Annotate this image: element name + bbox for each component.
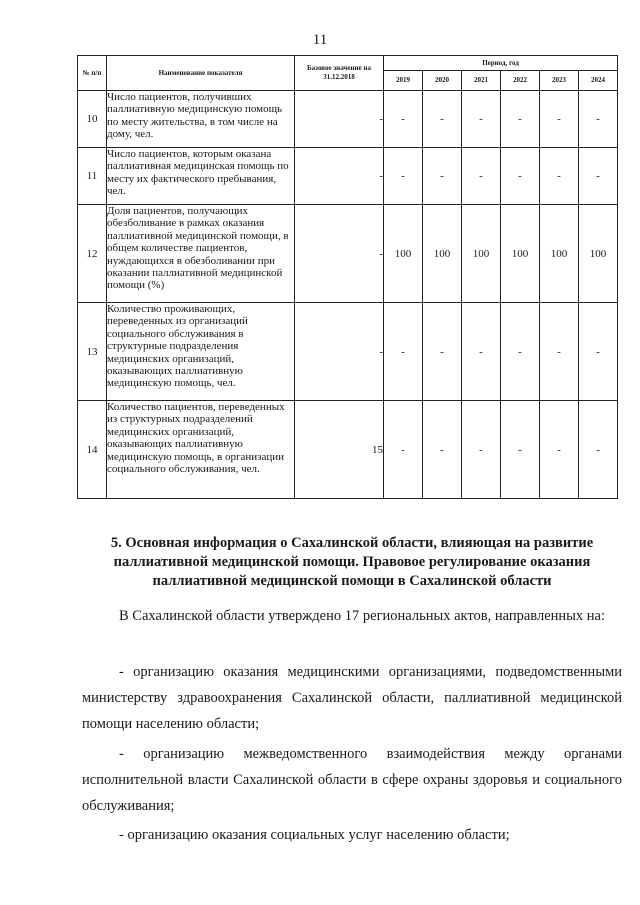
row-base: - <box>295 205 384 303</box>
row-name: Число пациентов, которым оказана паллиативная медицинская помощь по месту их фактического пребывания, чел. <box>107 148 295 205</box>
row-year-value: - <box>579 91 618 148</box>
row-year-value: - <box>462 401 501 499</box>
row-year-value: - <box>384 91 423 148</box>
row-year-value: - <box>423 148 462 205</box>
list-item: - организацию оказания социальных услуг населению области; <box>119 827 510 843</box>
row-base: - <box>295 148 384 205</box>
row-year-value: - <box>501 303 540 401</box>
row-year-value: - <box>384 303 423 401</box>
row-num: 10 <box>78 91 107 148</box>
row-num: 14 <box>78 401 107 499</box>
table-row <box>78 91 618 148</box>
row-year-value: - <box>540 148 579 205</box>
row-year-value: - <box>462 91 501 148</box>
list-item: - организацию оказания медицинскими организациями, подведомственными министерству здравоохранения Сахалинской области, паллиативной медицинской помощи населению области; <box>82 664 622 732</box>
header-base: Базовое значение на 31.12.2018 <box>295 56 384 91</box>
header-year: 2024 <box>579 71 618 91</box>
row-year-value: 100 <box>579 205 618 303</box>
row-base: 15 <box>295 401 384 499</box>
row-year-value: - <box>384 148 423 205</box>
row-num: 11 <box>78 148 107 205</box>
row-year-value: 100 <box>501 205 540 303</box>
row-name: Число пациентов, получивших паллиативную медицинскую помощь по месту жительства, в том числе на дому, чел. <box>107 91 295 148</box>
header-year: 2019 <box>384 71 423 91</box>
row-year-value: 100 <box>462 205 501 303</box>
row-year-value: - <box>384 401 423 499</box>
row-year-value: - <box>501 148 540 205</box>
row-year-value: - <box>423 91 462 148</box>
row-year-value: - <box>423 303 462 401</box>
row-name: Количество проживающих, переведенных из организаций социального обслуживания в структурные подразделения медицинских организаций, оказывающих паллиативную медицинскую помощь, чел. <box>107 303 295 401</box>
row-year-value: - <box>579 303 618 401</box>
row-num: 12 <box>78 205 107 303</box>
header-year: 2023 <box>540 71 579 91</box>
row-year-value: 100 <box>423 205 462 303</box>
row-year-value: 100 <box>540 205 579 303</box>
row-year-value: - <box>501 91 540 148</box>
table-row <box>78 205 618 303</box>
table-row <box>78 401 618 499</box>
header-period: Период, год <box>384 56 618 71</box>
row-base: - <box>295 91 384 148</box>
row-year-value: - <box>462 303 501 401</box>
header-year: 2022 <box>501 71 540 91</box>
section-title: 5. Основная информация о Сахалинской области, влияющая на развитие паллиативной медицинской помощи. Правовое регулирование оказания паллиативной медицинской помощи в Сахалинской области <box>110 535 594 589</box>
header-year: 2021 <box>462 71 501 91</box>
indicators-table <box>77 55 618 499</box>
row-year-value: - <box>540 91 579 148</box>
section-intro: В Сахалинской области утверждено 17 региональных актов, направленных на: <box>119 608 605 624</box>
row-year-value: - <box>423 401 462 499</box>
table-row <box>78 303 618 401</box>
row-year-value: - <box>579 401 618 499</box>
row-num: 13 <box>78 303 107 401</box>
list-item: - организацию межведомственного взаимодействия между органами исполнительной власти Сахалинской области в сфере охраны здоровья и социального обслуживания; <box>82 746 622 814</box>
header-year: 2020 <box>423 71 462 91</box>
row-year-value: - <box>540 303 579 401</box>
row-year-value: 100 <box>384 205 423 303</box>
row-year-value: - <box>501 401 540 499</box>
header-name: Наименование показателя <box>107 56 295 91</box>
row-year-value: - <box>579 148 618 205</box>
header-num: № п/п <box>78 56 107 91</box>
row-name: Доля пациентов, получающих обезболивание в рамках оказания паллиативной медицинской помощи, в общем количестве пациентов, нуждающихся в обезболивании при оказании паллиативной медицинской помощи (%) <box>107 205 295 303</box>
row-year-value: - <box>540 401 579 499</box>
page-number: 11 <box>312 32 328 48</box>
row-year-value: - <box>462 148 501 205</box>
table-row <box>78 148 618 205</box>
row-name: Количество пациентов, переведенных из структурных подразделений медицинских организаций, оказывающих паллиативную медицинскую помощь, в организации социального обслуживания, чел. <box>107 401 295 499</box>
row-base: - <box>295 303 384 401</box>
